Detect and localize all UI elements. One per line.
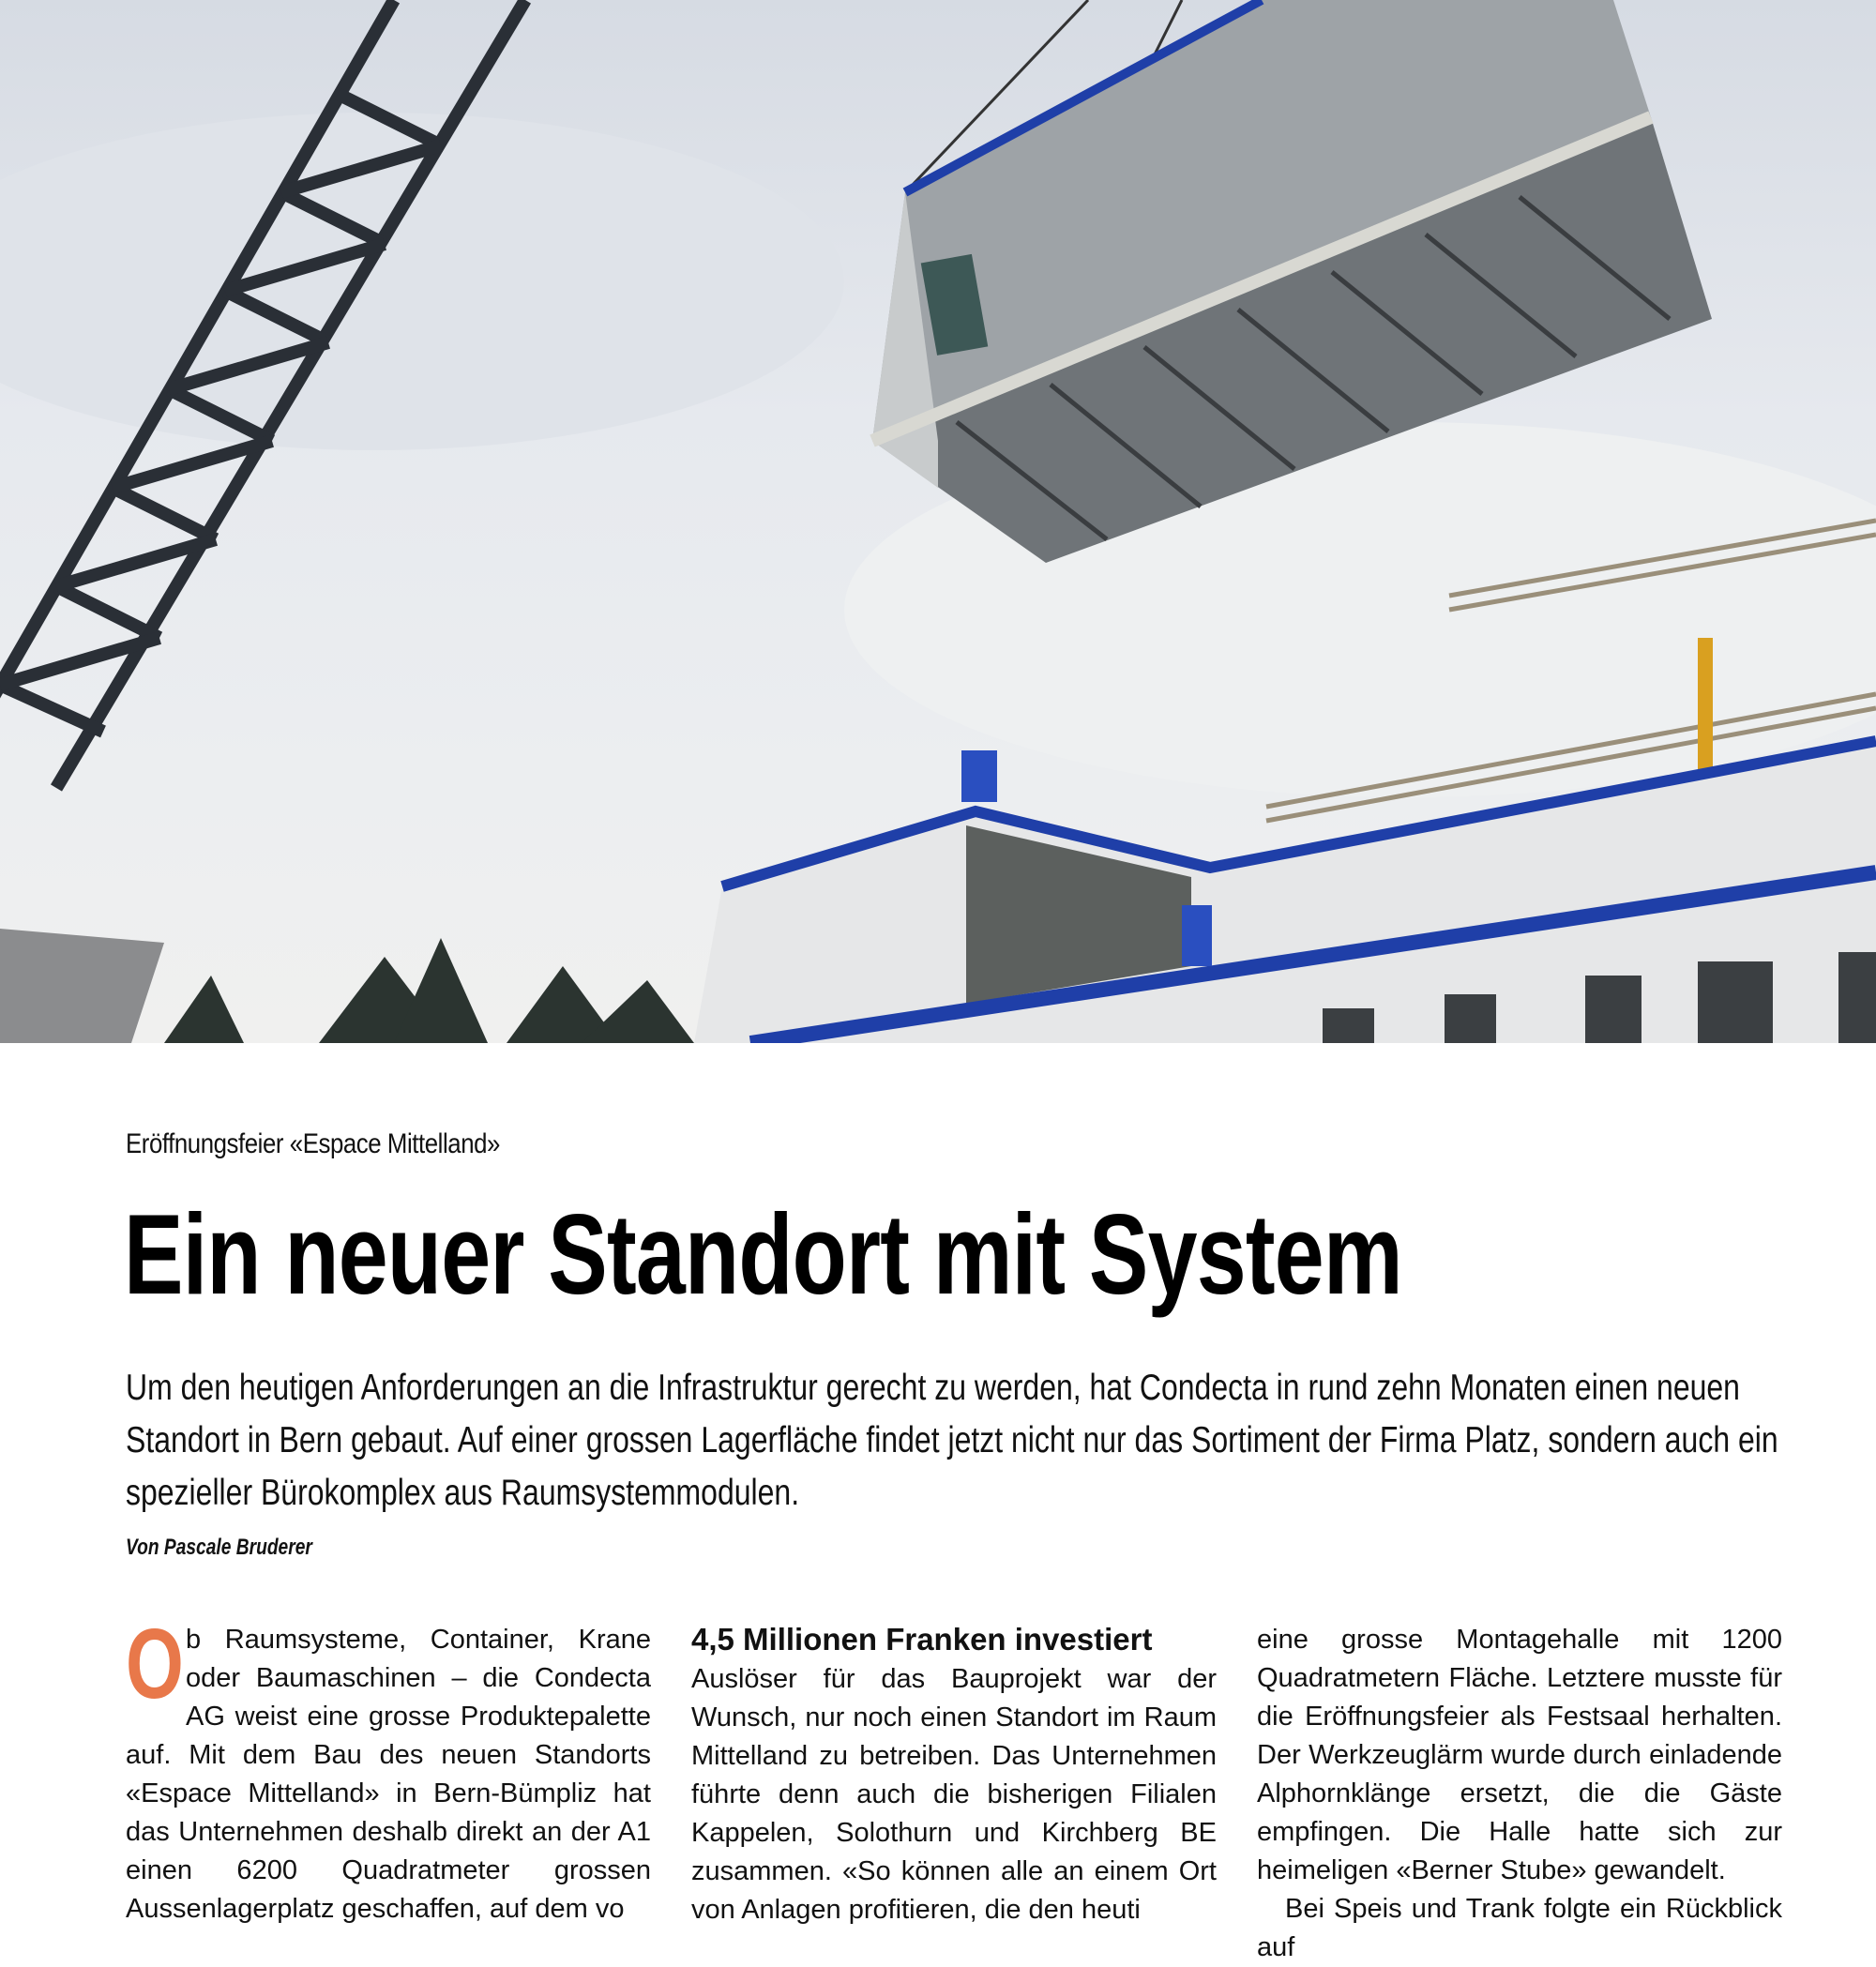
article-byline: Von Pascale Bruderer — [126, 1535, 312, 1560]
trees — [164, 938, 694, 1043]
article-lead: Um den heutigen Anforderungen an die Infrastruktur gerecht zu werden, hat Condecta in rund zehn Monaten einen neuen Standort in Bern gebaut. Auf einer grossen Lagerfläche findet jetzt nicht nur das Sortiment der Firma Platz, sondern auch ein spezieller Bürokomplex aus Raumsystemmodulen. — [126, 1368, 1778, 1513]
column-2-paragraph: Auslöser für das Bauprojekt war der Wunsch, nur noch einen Standort im Raum Mittelland zu betreiben. Das Unternehmen führte denn auch die bisherigen Filialen Kappelen, Solothurn und Kirchberg BE zusammen. «So können alle an einem Ort von Anlagen profitieren, die den heuti — [691, 1664, 1217, 1925]
section-subhead: 4,5 Millionen Franken investiert — [691, 1622, 1153, 1657]
column-3-paragraph-indented: Bei Speis und Trank folgte ein Rückblick auf — [1257, 1894, 1782, 1962]
article-column-1 — [126, 1609, 651, 1929]
column-1-paragraph: b Raumsysteme, Container, Krane oder Baumaschinen – die Condecta AG weist eine grosse Produktepalette auf. Mit dem Bau des neuen Standorts «Espace Mittelland» in Bern-Bümpliz hat das Unternehmen deshalb direkt an der A1 einen 6200 Quadratmeter grossen Aussenlagerplatz geschaffen, auf dem vo — [126, 1625, 651, 1924]
article-column-2 — [691, 1621, 1217, 1929]
article-headline: Ein neuer Standort mit System — [124, 1190, 1402, 1318]
article-column-3 — [1257, 1621, 1782, 1967]
crane-mast — [1698, 638, 1713, 769]
worker-figure — [1182, 905, 1212, 966]
article-kicker: Eröffnungsfeier «Espace Mittelland» — [126, 1128, 500, 1159]
drop-cap: O — [126, 1609, 184, 1719]
worker-figure — [961, 750, 997, 802]
column-3-paragraph: eine grosse Montagehalle mit 1200 Quadratmetern Fläche. Letztere musste für die Eröffnungsfeier als Festsaal herhalten. Der Werkzeuglärm wurde durch einladende Alphornklänge ersetzt, die die Gäste empfingen. Die Halle hatte sich zur heimeligen «Berner Stube» gewandelt. — [1257, 1625, 1782, 1885]
